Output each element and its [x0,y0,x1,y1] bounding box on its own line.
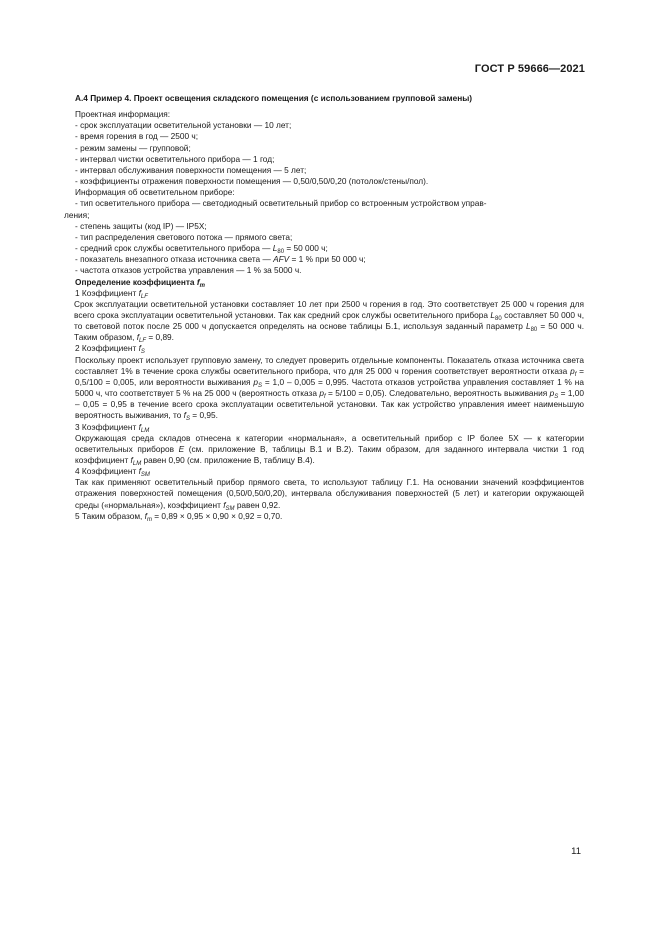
coef3-paragraph: Окружающая среда складов отнесена к категории «нормальная», а осветительный прибор с IP более 5X — к категории осветительных приборов E (см. приложение В, таблицы В.1 и В.2). Таким образом, для заданного интервала чистки 1 год коэффициент $f_{LM}$ равен 0,90 (см. приложение В, таблицу В.4). [75,432,584,467]
standard-header: ГОСТ Р 59666—2021 [474,63,585,75]
luminaire-info-item: - степень защиты (код IP) — IP5X; [75,220,207,231]
luminaire-info-item: - показатель внезапного отказа источника света — AFV = 1 % при 50 000 ч; [75,254,366,265]
project-info-item: - коэффициенты отражения поверхности помещения — 0,50/0,50/0,20 (потолок/стены/пол). [75,176,429,187]
result-line: 5 Таким образом, $f_m = 0,89 \times 0,95 \times 0,90 \times 0,92 = 0,70$. [75,510,283,523]
coef1-paragraph: Срок эксплуатации осветительной установки составляет 10 лет при 2500 ч горения в год. Это соответствует 25 000 ч горения для всего срока эксплуатации осветительной установки. Так как средний срок службы осветительного прибора $L_{80}$ составляет 50 000 ч, то световой поток после 25 000 ч допускается определять на основе таблицы Б.1, используя заданный параметр $L_{80} = 50$ 000 ч. Таким образом, $f_{LF} = 0,89$. [74,298,585,345]
project-info-item: - режим замены — групповой; [75,142,191,153]
fm-heading: Определение коэффициента $f_m$ [75,276,205,289]
coef4-label: 4 Коэффициент $f_{SM}$ [75,466,150,479]
luminaire-info-item-cont: ления; [64,209,90,220]
luminaire-info-item: - тип осветительного прибора — светодиодный осветительный прибор со встроенным устройством управ- [75,198,487,209]
project-info-item: - интервал чистки осветительного прибора — 1 год; [75,153,275,164]
project-info-item: - срок эксплуатации осветительной установки — 10 лет; [75,120,292,131]
luminaire-info-heading: Информация об осветительном приборе: [75,187,235,198]
coef3-label: 3 Коэффициент $f_{LM}$ [75,421,150,434]
project-info-item: - время горения в год — 2500 ч; [75,131,199,142]
luminaire-info-item: - тип распределения светового потока — прямого света; [75,231,293,242]
coef2-label: 2 Коэффициент $f_S$ [75,343,145,356]
luminaire-info-item: - средний срок службы осветительного прибора — $L_{80} = 50$ 000 ч; [75,243,328,256]
luminaire-info-item: - частота отказов устройства управления — 1 % за 5000 ч. [75,265,302,276]
page-number: 11 [571,846,581,857]
page-content [64,93,585,523]
project-info-item: - интервал обслуживания поверхности помещения — 5 лет; [75,164,307,175]
project-info-heading: Проектная информация: [75,109,171,120]
coef4-paragraph: Так как применяют осветительный прибор прямого света, то используют таблицу Г.1. На основании значений коэффициентов отражения поверхностей помещения (0,50/0,50/0,20), интервала обслуживания поверхностей (5 лет) и категории окружающей среды («нормальная»), коэффициент $f_{SM}$ равен 0,92. [75,477,584,512]
section-title: А.4 Пример 4. Проект освещения складского помещения (с использованием групповой замены) [75,93,473,103]
coef1-label: 1 Коэффициент $f_{LF}$ [75,287,148,300]
coef2-paragraph: Поскольку проект использует групповую замену, то следует проверить отдельные компоненты. Показатель отказа источника света составляет 1% в течение срока службы осветительного прибора, что для 25 000 ч горения соответствует вероятности отказа $p_f = 0,5/100 = 0,005$, или вероятности выживания $p_S = 1,0 - 0,005 = 0,995$. Частота отказов устройства управления составляет 1 % на 5000 ч, что соответствует 5 % на 25 000 ч (вероятность отказа $p_f = 5/100 = 0,05$). Следовательно, вероятность выживания $p_S = 1,00 - 0,05 = 0,95$ в течение всего срока эксплуатации осветительной установки. Так как устройство управления имеет наименьшую вероятность выживания, то $f_S = 0,95$. [75,354,584,423]
